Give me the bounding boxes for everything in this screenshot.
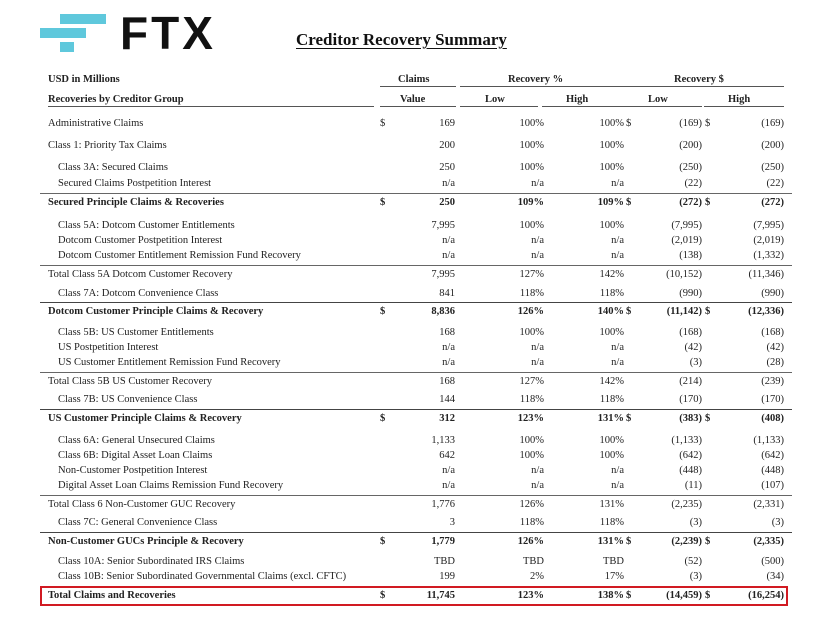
- cell-rhigh: (500): [761, 556, 784, 567]
- cell-rlow: (990): [679, 288, 702, 299]
- cell-rhigh: (168): [761, 327, 784, 338]
- cell-rlow: (11): [684, 480, 702, 491]
- cell-value: n/a: [442, 342, 455, 353]
- row-divider: [40, 302, 792, 303]
- cell-high: 109%: [597, 197, 624, 208]
- cell-rhigh: (2,335): [753, 536, 784, 547]
- table-row: [40, 569, 792, 584]
- table-row: [40, 160, 792, 175]
- total-highlight-box: [40, 586, 788, 606]
- cell-rhigh: (642): [761, 450, 784, 461]
- table-row: [40, 534, 792, 549]
- cell-d1: $: [380, 590, 386, 601]
- cell-low: n/a: [531, 235, 544, 246]
- cell-d2: $: [626, 118, 632, 129]
- cell-high: n/a: [611, 235, 624, 246]
- cell-high: 100%: [599, 435, 624, 446]
- table-row: [40, 325, 792, 340]
- table-row: [40, 448, 792, 463]
- table-row: [40, 392, 792, 407]
- cell-d1: $: [380, 197, 386, 208]
- cell-low: n/a: [531, 480, 544, 491]
- cell-label: Class 6B: Digital Asset Loan Claims: [58, 450, 213, 461]
- cell-label: Class 1: Priority Tax Claims: [48, 140, 167, 151]
- cell-high: 140%: [597, 306, 624, 317]
- cell-rhigh: (250): [761, 162, 784, 173]
- cell-rhigh: (42): [766, 342, 784, 353]
- cell-rhigh: (28): [766, 357, 784, 368]
- cell-value: 841: [439, 288, 455, 299]
- row-divider: [40, 532, 792, 533]
- cell-rhigh: (169): [761, 118, 784, 129]
- cell-label: US Customer Entitlement Remission Fund Recovery: [58, 357, 281, 368]
- cell-high: 100%: [599, 450, 624, 461]
- cell-d1: $: [380, 118, 386, 129]
- cell-high: n/a: [611, 480, 624, 491]
- cell-value: 1,779: [431, 536, 455, 547]
- cell-rlow: (14,459): [666, 590, 702, 601]
- cell-d2: $: [626, 197, 632, 208]
- cell-low: 126%: [517, 306, 544, 317]
- cell-high: 138%: [597, 590, 624, 601]
- table-row: [40, 355, 792, 370]
- table-row: [40, 433, 792, 448]
- table-row: [40, 218, 792, 233]
- cell-d1: $: [380, 536, 386, 547]
- cell-rlow: (10,152): [666, 269, 702, 280]
- cell-value: 7,995: [431, 220, 455, 231]
- units-label: USD in Millions: [48, 74, 120, 85]
- table-row: [40, 248, 792, 263]
- table-row: [40, 374, 792, 389]
- cell-rhigh: (408): [761, 413, 784, 424]
- cell-label: Dotcom Customer Postpetition Interest: [58, 235, 223, 246]
- cell-d3: $: [705, 306, 711, 317]
- cell-low: 100%: [519, 140, 544, 151]
- cell-rhigh: (990): [761, 288, 784, 299]
- cell-d3: $: [705, 413, 711, 424]
- row-divider: [40, 409, 792, 410]
- cell-rhigh: (107): [761, 480, 784, 491]
- cell-low: n/a: [531, 178, 544, 189]
- cell-rhigh: (1,332): [753, 250, 784, 261]
- high-pct-header: High: [566, 94, 589, 105]
- row-divider: [40, 372, 792, 373]
- table-row: [40, 195, 792, 210]
- cell-value: 642: [439, 450, 455, 461]
- cell-value: n/a: [442, 357, 455, 368]
- recovery-usd-header: Recovery $: [674, 74, 724, 85]
- cell-label: Secured Principle Claims & Recoveries: [48, 197, 224, 208]
- cell-value: 168: [439, 376, 455, 387]
- cell-rhigh: (7,995): [753, 220, 784, 231]
- cell-d3: $: [705, 590, 711, 601]
- cell-label: Class 5B: US Customer Entitlements: [58, 327, 214, 338]
- cell-low: 126%: [519, 499, 544, 510]
- cell-value: n/a: [442, 465, 455, 476]
- cell-rlow: (642): [679, 450, 702, 461]
- cell-rhigh: (2,331): [753, 499, 784, 510]
- cell-low: 100%: [519, 450, 544, 461]
- cell-rhigh: (272): [761, 197, 784, 208]
- low-pct-header: Low: [485, 94, 505, 105]
- cell-high: 118%: [599, 394, 624, 405]
- cell-rlow: (200): [679, 140, 702, 151]
- high-usd-header: High: [728, 94, 751, 105]
- cell-high: n/a: [611, 357, 624, 368]
- cell-value: 250: [439, 162, 455, 173]
- cell-low: 118%: [519, 288, 544, 299]
- cell-low: 109%: [517, 197, 544, 208]
- table-row: [40, 267, 792, 282]
- cell-value: n/a: [442, 250, 455, 261]
- cell-high: 131%: [599, 499, 624, 510]
- cell-rhigh: (11,346): [748, 269, 784, 280]
- cell-high: 17%: [604, 571, 624, 582]
- row-divider: [40, 495, 792, 496]
- cell-low: 100%: [519, 118, 544, 129]
- cell-value: 200: [439, 140, 455, 151]
- cell-low: 127%: [519, 376, 544, 387]
- table-row: [40, 478, 792, 493]
- cell-value: 312: [439, 413, 455, 424]
- cell-rlow: (22): [684, 178, 702, 189]
- table-row: [40, 286, 792, 301]
- cell-label: Class 3A: Secured Claims: [58, 162, 168, 173]
- cell-low: 2%: [530, 571, 544, 582]
- cell-d3: $: [705, 118, 711, 129]
- cell-rlow: (138): [679, 250, 702, 261]
- cell-label: Non-Customer GUCs Principle & Recovery: [48, 536, 244, 547]
- table-row: [40, 554, 792, 569]
- cell-label: Class 6A: General Unsecured Claims: [58, 435, 215, 446]
- cell-value: 11,745: [426, 590, 455, 601]
- cell-low: 100%: [519, 220, 544, 231]
- table-row: [40, 116, 792, 131]
- table-row: [40, 515, 792, 530]
- cell-high: 100%: [599, 220, 624, 231]
- cell-label: Dotcom Customer Principle Claims & Recovery: [48, 306, 264, 317]
- cell-label: Class 5A: Dotcom Customer Entitlements: [58, 220, 235, 231]
- cell-d2: $: [626, 306, 632, 317]
- cell-label: Administrative Claims: [48, 118, 144, 129]
- cell-label: Total Claims and Recoveries: [48, 590, 176, 601]
- cell-value: n/a: [442, 178, 455, 189]
- cell-value: 169: [439, 118, 455, 129]
- cell-low: 127%: [519, 269, 544, 280]
- table-row: [40, 340, 792, 355]
- cell-value: 199: [439, 571, 455, 582]
- cell-d2: $: [626, 536, 632, 547]
- cell-label: US Postpetition Interest: [58, 342, 159, 353]
- cell-rlow: (3): [689, 517, 702, 528]
- low-usd-header: Low: [648, 94, 668, 105]
- cell-label: US Customer Principle Claims & Recovery: [48, 413, 242, 424]
- cell-label: Digital Asset Loan Claims Remission Fund Recovery: [58, 480, 284, 491]
- ftx-logo-wordmark: FTX: [120, 7, 216, 59]
- cell-high: n/a: [611, 342, 624, 353]
- page-title: Creditor Recovery Summary: [296, 30, 507, 49]
- cell-label: Class 7A: Dotcom Convenience Class: [58, 288, 219, 299]
- cell-high: 100%: [599, 118, 624, 129]
- cell-low: 123%: [517, 413, 544, 424]
- cell-label: Class 7C: General Convenience Class: [58, 517, 218, 528]
- cell-rlow: (7,995): [671, 220, 702, 231]
- cell-high: 100%: [599, 327, 624, 338]
- cell-rhigh: (239): [761, 376, 784, 387]
- cell-high: 100%: [599, 162, 624, 173]
- cell-high: n/a: [611, 465, 624, 476]
- cell-rlow: (2,235): [671, 499, 702, 510]
- cell-value: n/a: [442, 235, 455, 246]
- cell-d1: $: [380, 413, 386, 424]
- cell-rlow: (3): [689, 571, 702, 582]
- table-header-row-2: [40, 92, 792, 107]
- cell-low: n/a: [531, 465, 544, 476]
- cell-label: Class 7B: US Convenience Class: [58, 394, 198, 405]
- cell-label: Non-Customer Postpetition Interest: [58, 465, 208, 476]
- cell-label: Total Class 5A Dotcom Customer Recovery: [48, 269, 233, 280]
- table-header-row-1: [40, 72, 792, 87]
- table-row: [40, 233, 792, 248]
- cell-label: Secured Claims Postpetition Interest: [58, 178, 212, 189]
- cell-value: 7,995: [431, 269, 455, 280]
- cell-value: 1,133: [431, 435, 455, 446]
- cell-d2: $: [626, 590, 632, 601]
- cell-rlow: (169): [679, 118, 702, 129]
- cell-value: n/a: [442, 480, 455, 491]
- cell-high: n/a: [611, 250, 624, 261]
- cell-rlow: (11,142): [666, 306, 702, 317]
- cell-high: 100%: [599, 140, 624, 151]
- cell-high: n/a: [611, 178, 624, 189]
- table-row: [40, 463, 792, 478]
- cell-rlow: (1,133): [671, 435, 702, 446]
- cell-rlow: (250): [679, 162, 702, 173]
- cell-low: 100%: [519, 327, 544, 338]
- cell-low: n/a: [531, 357, 544, 368]
- cell-value: TBD: [434, 556, 455, 567]
- table-row: [40, 138, 792, 153]
- cell-rlow: (168): [679, 327, 702, 338]
- cell-d2: $: [626, 413, 632, 424]
- table-row: [40, 304, 792, 319]
- cell-label: Class 10A: Senior Subordinated IRS Claims: [58, 556, 245, 567]
- cell-rlow: (170): [679, 394, 702, 405]
- cell-value: 8,836: [431, 306, 455, 317]
- cell-label: Total Class 5B US Customer Recovery: [48, 376, 213, 387]
- cell-low: 100%: [519, 435, 544, 446]
- recovery-pct-header: Recovery %: [508, 74, 564, 85]
- cell-value: 3: [449, 517, 455, 528]
- cell-rlow: (272): [679, 197, 702, 208]
- claims-header: Claims: [398, 74, 430, 85]
- cell-rlow: (3): [689, 357, 702, 368]
- cell-rhigh: (170): [761, 394, 784, 405]
- cell-high: 131%: [597, 536, 624, 547]
- cell-low: 100%: [519, 162, 544, 173]
- cell-value: 144: [439, 394, 455, 405]
- cell-high: 118%: [599, 288, 624, 299]
- row-divider: [40, 193, 792, 194]
- cell-rhigh: (3): [771, 517, 784, 528]
- table-row: [40, 497, 792, 512]
- cell-label: Total Class 6 Non-Customer GUC Recovery: [48, 499, 236, 510]
- cell-d1: $: [380, 306, 386, 317]
- cell-rlow: (448): [679, 465, 702, 476]
- table-row: [40, 411, 792, 426]
- cell-label: Class 10B: Senior Subordinated Governmental Claims (excl. CFTC): [58, 571, 347, 582]
- cell-rlow: (2,239): [671, 536, 702, 547]
- cell-rlow: (2,019): [671, 235, 702, 246]
- cell-rlow: (42): [684, 342, 702, 353]
- cell-low: n/a: [531, 250, 544, 261]
- ftx-logo: [40, 7, 230, 59]
- cell-rhigh: (12,336): [748, 306, 784, 317]
- cell-value: 1,776: [431, 499, 455, 510]
- cell-low: 123%: [517, 590, 544, 601]
- cell-rhigh: (200): [761, 140, 784, 151]
- cell-low: 118%: [519, 394, 544, 405]
- cell-rlow: (383): [679, 413, 702, 424]
- cell-rlow: (214): [679, 376, 702, 387]
- cell-value: 250: [439, 197, 455, 208]
- cell-label: Dotcom Customer Entitlement Remission Fund Recovery: [58, 250, 301, 261]
- cell-rhigh: (34): [766, 571, 784, 582]
- cell-value: 168: [439, 327, 455, 338]
- cell-high: TBD: [603, 556, 624, 567]
- cell-rhigh: (2,019): [753, 235, 784, 246]
- cell-high: 142%: [599, 269, 624, 280]
- cell-rhigh: (1,133): [753, 435, 784, 446]
- cell-rhigh: (16,254): [748, 590, 784, 601]
- cell-low: n/a: [531, 342, 544, 353]
- row-divider: [40, 265, 792, 266]
- cell-rhigh: (448): [761, 465, 784, 476]
- cell-high: 118%: [599, 517, 624, 528]
- cell-high: 142%: [599, 376, 624, 387]
- value-header: Value: [400, 94, 426, 105]
- cell-d3: $: [705, 197, 711, 208]
- cell-d3: $: [705, 536, 711, 547]
- cell-low: 118%: [519, 517, 544, 528]
- ftx-logo-mark: [40, 14, 106, 58]
- table-row: [40, 176, 792, 191]
- cell-high: 131%: [597, 413, 624, 424]
- group-header: Recoveries by Creditor Group: [48, 94, 184, 105]
- cell-rlow: (52): [684, 556, 702, 567]
- cell-rhigh: (22): [766, 178, 784, 189]
- cell-low: 126%: [517, 536, 544, 547]
- cell-low: TBD: [523, 556, 544, 567]
